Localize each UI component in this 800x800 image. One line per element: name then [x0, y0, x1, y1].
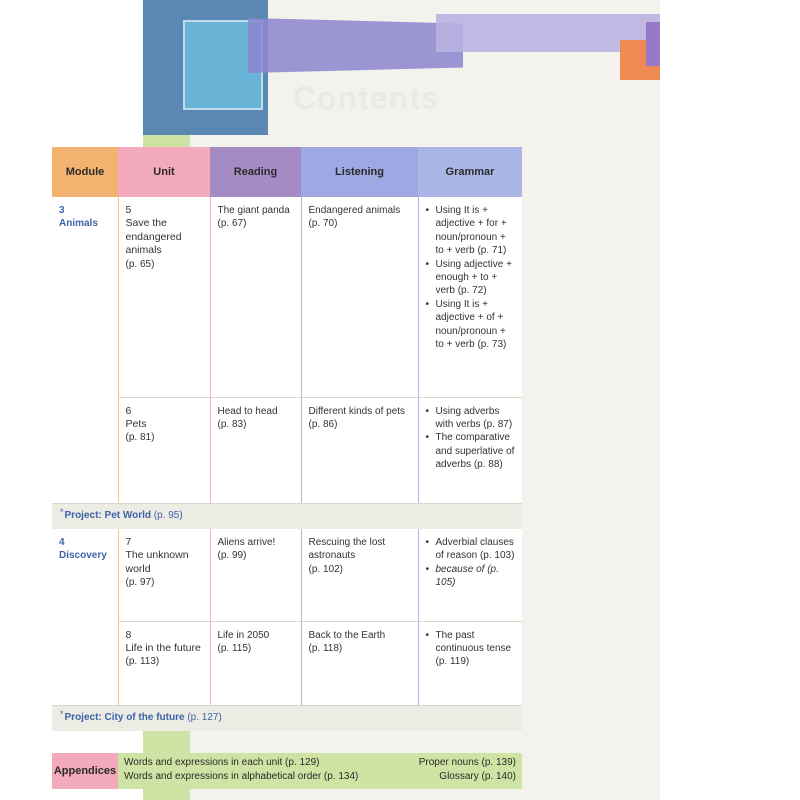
grammar-item: • Using adverbs with verbs (p. 87) — [426, 405, 516, 432]
listening-title: Rescuing the lost astronauts — [308, 537, 386, 562]
reading-title: The giant panda — [217, 205, 290, 216]
listening-page: (p. 118) — [308, 642, 343, 654]
module-name: Discovery — [59, 550, 107, 562]
unit-page: (p. 81) — [125, 432, 155, 444]
column-header-grammar: Grammar — [418, 147, 522, 197]
reading-title: Head to head — [217, 405, 278, 417]
decorative-violet-square — [646, 22, 660, 66]
column-header-unit: Unit — [118, 147, 210, 197]
listening-title: Different kinds of pets — [308, 405, 406, 417]
table-row — [52, 397, 522, 503]
appendix-item: Words and expressions in each unit (p. 129) — [124, 757, 320, 768]
appendix-item: Words and expressions in alphabetical order (p. 134) — [124, 771, 359, 782]
grammar-cell — [418, 621, 522, 705]
reading-page: (p. 115) — [217, 642, 252, 654]
grammar-cell — [418, 197, 522, 397]
listening-cell — [301, 529, 418, 621]
appendices-list — [118, 753, 522, 789]
appendices-row — [124, 756, 516, 770]
appendices-row — [124, 770, 516, 784]
module-cell — [52, 197, 118, 503]
listening-cell — [301, 397, 418, 503]
reading-page: (p. 67) — [217, 218, 247, 230]
listening-page: (p. 70) — [308, 218, 338, 230]
listening-cell — [301, 621, 418, 705]
grammar-list — [426, 629, 516, 669]
unit-cell — [118, 197, 210, 397]
project-cell — [52, 705, 522, 731]
appendices-band — [52, 753, 522, 789]
listening-title: Endangered animals — [308, 205, 401, 216]
grammar-item: • Adverbial clauses of reason (p. 103) — [426, 536, 516, 563]
grammar-cell — [418, 397, 522, 503]
reading-cell — [210, 621, 301, 705]
grammar-item: • because of (p. 105) — [426, 563, 516, 590]
reading-page: (p. 99) — [217, 550, 247, 562]
grammar-item: • The past continuous tense (p. 119) — [426, 629, 516, 669]
project-row — [52, 503, 522, 529]
reading-cell — [210, 397, 301, 503]
grammar-list — [426, 405, 516, 472]
grammar-list — [426, 204, 516, 351]
listening-page: (p. 86) — [308, 418, 338, 430]
asterisk-icon: * — [60, 708, 64, 719]
unit-number: 5 — [125, 204, 132, 216]
unit-page: (p. 65) — [125, 258, 155, 270]
unit-cell — [118, 529, 210, 621]
project-page: (p. 95) — [153, 509, 183, 521]
column-header-listening: Listening — [301, 147, 418, 197]
listening-page: (p. 102) — [308, 563, 343, 575]
project-label: Project: City of the future — [64, 711, 185, 723]
listening-title: Back to the Earth — [308, 629, 386, 641]
grammar-list — [426, 536, 516, 590]
listening-cell — [301, 197, 418, 397]
table-row — [52, 621, 522, 705]
unit-number: 6 — [125, 404, 132, 417]
project-label: Project: Pet World — [64, 509, 152, 521]
module-number: 4 — [59, 537, 65, 548]
unit-page: (p. 97) — [125, 577, 155, 589]
unit-title: Pets — [125, 417, 147, 430]
project-row — [52, 705, 522, 731]
decorative-purple-band — [248, 18, 463, 73]
table-row — [52, 529, 522, 621]
grammar-item: • The comparative and superlative of adverbs (p. 88) — [426, 431, 516, 471]
asterisk-icon: * — [60, 506, 64, 517]
unit-cell — [118, 621, 210, 705]
unit-number: 7 — [125, 536, 132, 548]
grammar-cell — [418, 529, 522, 621]
unit-title: Life in the future — [125, 641, 201, 654]
table-header-row — [52, 147, 522, 197]
column-header-module: Module — [52, 147, 118, 197]
module-number: 3 — [59, 205, 65, 216]
reading-title: Life in 2050 — [217, 629, 270, 641]
project-cell — [52, 503, 522, 529]
page-title: Contents — [293, 80, 440, 116]
module-cell — [52, 529, 118, 705]
unit-page: (p. 113) — [125, 656, 160, 668]
unit-title: Save the endangered animals — [125, 217, 182, 257]
unit-cell — [118, 397, 210, 503]
grammar-item: • Using adjective + enough + to + verb (p. 72) — [426, 258, 516, 298]
reading-title: Aliens arrive! — [217, 537, 276, 548]
table-row — [52, 197, 522, 397]
grammar-item: • Using It is + adjective + of + noun/pronoun + to + verb (p. 73) — [426, 298, 516, 352]
project-page: (p. 127) — [187, 711, 222, 723]
column-header-reading: Reading — [210, 147, 301, 197]
module-name: Animals — [59, 218, 98, 230]
reading-cell — [210, 197, 301, 397]
grammar-item: • Using It is + adjective + for + noun/pronoun + to + verb (p. 71) — [426, 204, 516, 258]
unit-number: 8 — [125, 628, 132, 641]
contents-table — [52, 147, 522, 731]
appendix-item: Proper nouns (p. 139) — [418, 757, 516, 768]
appendices-label: Appendices — [52, 753, 118, 789]
appendix-item: Glossary (p. 140) — [439, 771, 516, 782]
reading-cell — [210, 529, 301, 621]
reading-page: (p. 83) — [217, 418, 247, 430]
unit-title: The unknown world — [125, 549, 189, 575]
